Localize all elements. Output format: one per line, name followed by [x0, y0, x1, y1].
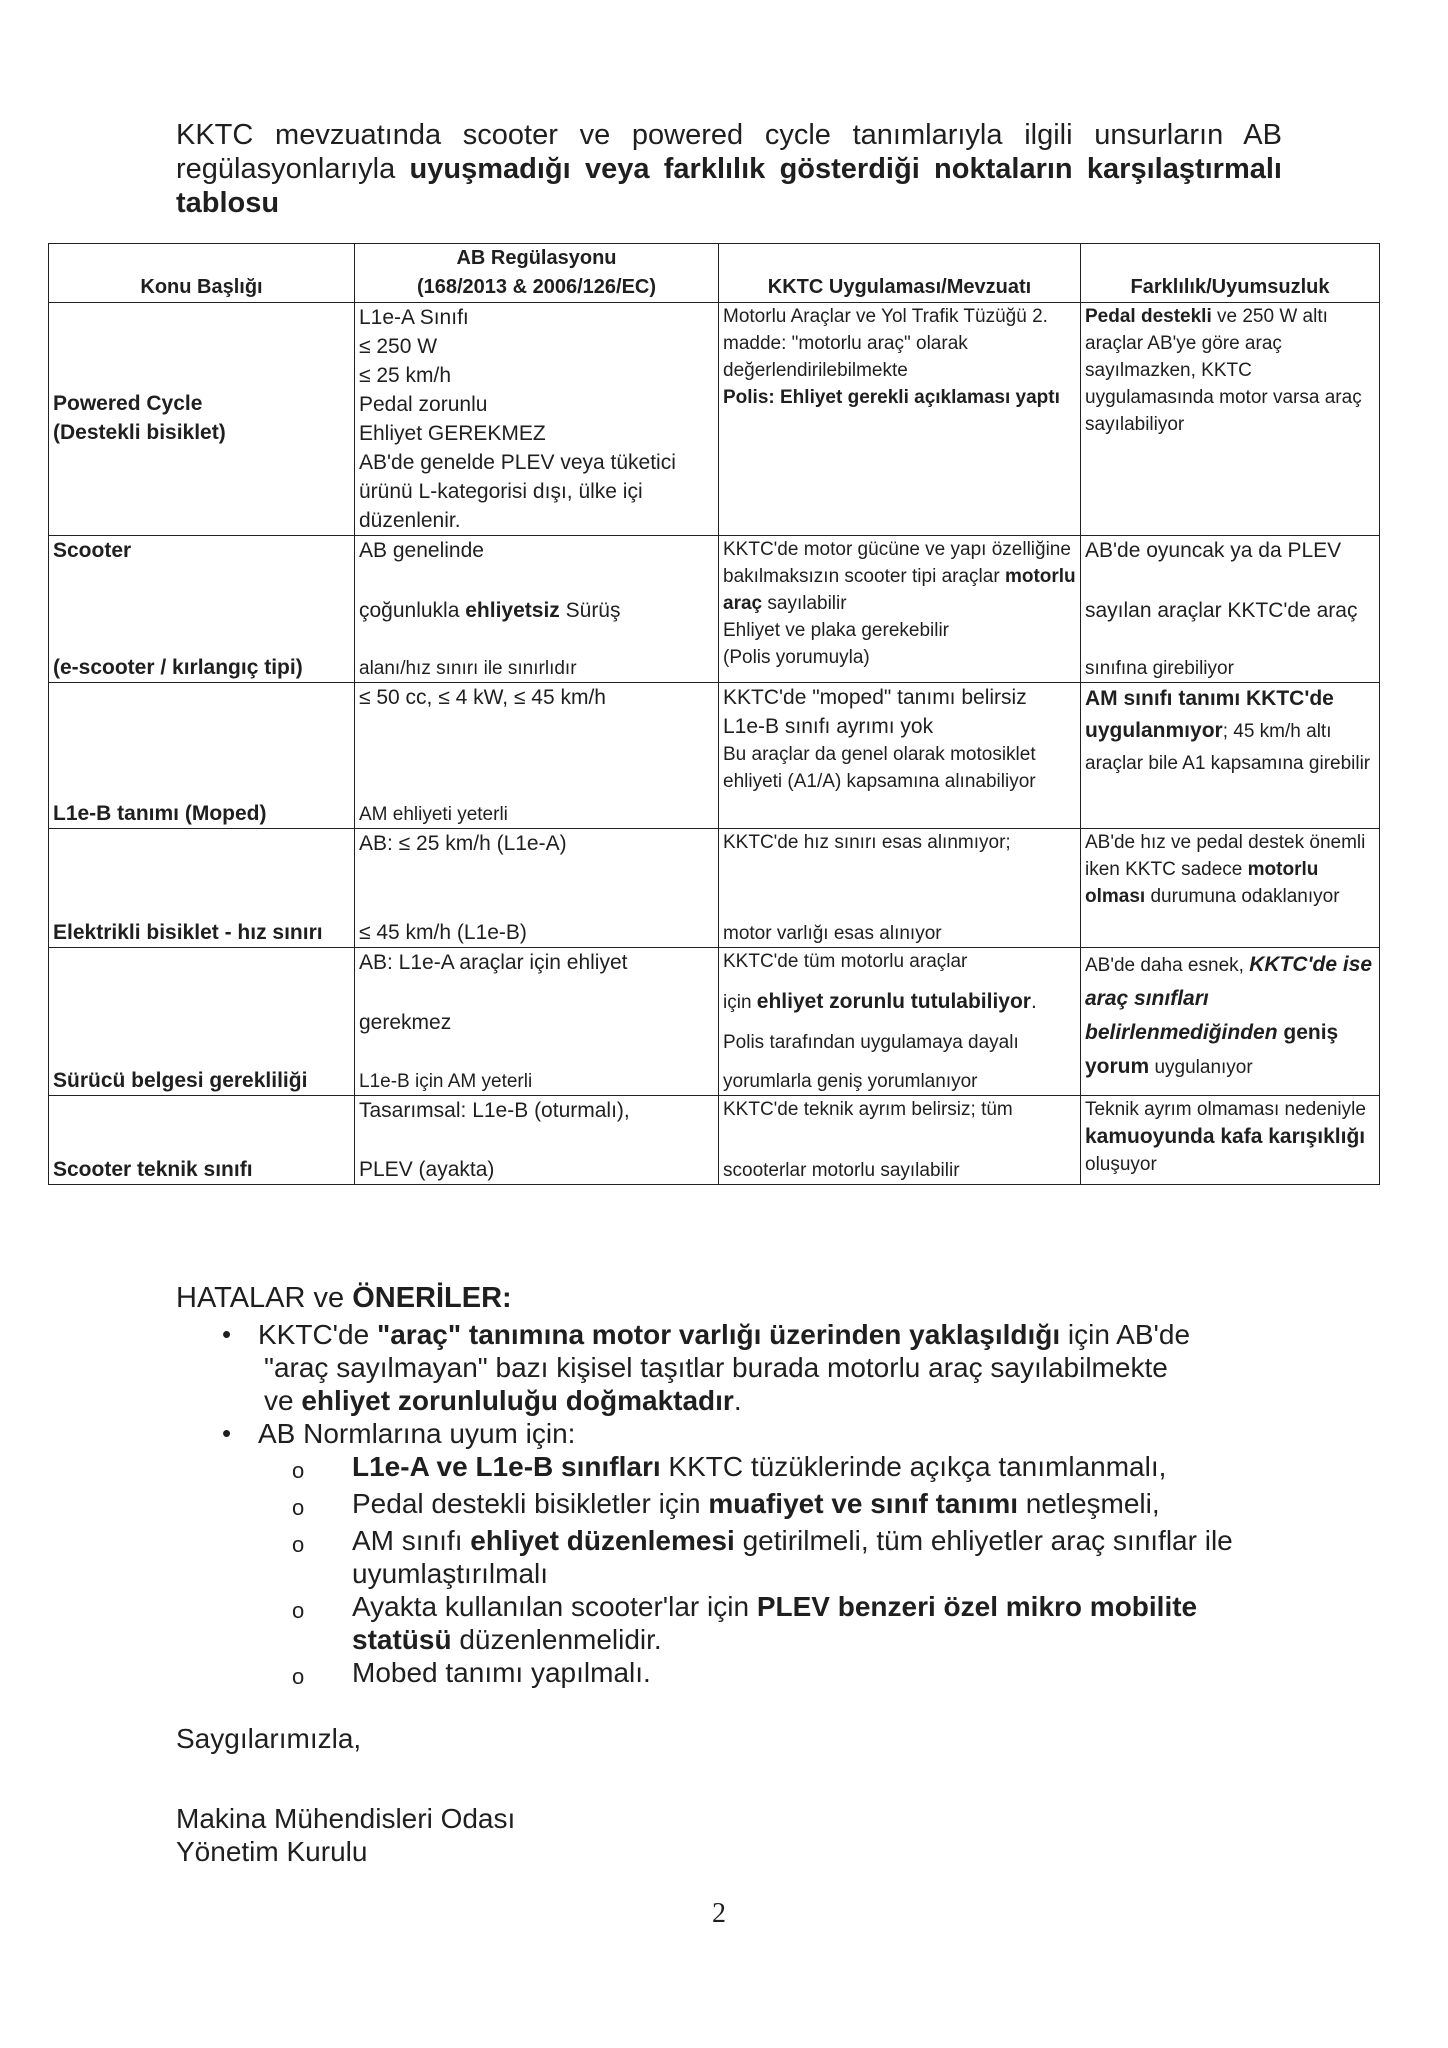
signature-line1: Makina Mühendisleri Odası [176, 1803, 516, 1834]
heading-part2: ve [313, 1282, 353, 1314]
heading-part1: HATALAR [176, 1282, 314, 1314]
row1-ab [355, 303, 719, 536]
row6-kktc-top: KKTC'de teknik ayrım belirsiz; tüm [723, 1099, 1013, 1120]
bullet1-line3-post: . [733, 1385, 742, 1416]
row1-ab-line: AB'de genelde PLEV veya tüketici ürünü L-kategorisi dışı, ülke içi düzenlenir. [359, 451, 676, 532]
row5-ab-bottom: L1e-B için AM yeterli [359, 1071, 533, 1092]
table-row [49, 829, 1380, 948]
row2-topic [49, 536, 355, 683]
row3-ab-top: ≤ 50 cc, ≤ 4 kW, ≤ 45 km/h [359, 686, 606, 709]
row3-diff-bold: AM sınıfı tanımı KKTC'de uygulanmıyor [1085, 687, 1334, 742]
row6-kktc [719, 1096, 1081, 1185]
row4-diff-bold: motorlu olması [1085, 859, 1319, 907]
row2-kktc-pre: KKTC'de motor gücüne ve yapı özelliğine bakılmaksızın scooter tipi araçlar [723, 539, 1071, 587]
row1-ab-line: L1e-A Sınıfı [359, 306, 469, 329]
list-item [176, 1318, 1286, 1417]
row5-kktc-mid [723, 987, 1076, 1016]
bullet2-text: AB Normlarına uyum için: [258, 1418, 576, 1449]
row2-topic-top: Scooter [53, 539, 132, 562]
row4-diff-pre: AB'de hız ve pedal destek önemli iken KKTC sadece [1085, 832, 1366, 880]
list-item [176, 1417, 1286, 1450]
sub1-text [352, 1450, 1286, 1487]
row2-ab [355, 536, 719, 683]
row2-kktc-bold: motorlu araç [723, 566, 1076, 614]
heading-part3: ÖNERİLER: [352, 1282, 512, 1314]
row5-diff [1081, 948, 1380, 1096]
table-row [49, 1096, 1380, 1185]
row5-ab-mid: gerekmez [359, 1011, 452, 1034]
sub-bullet-icon: o [292, 1598, 305, 1623]
row3-diff [1081, 683, 1380, 829]
row1-kktc [719, 303, 1081, 536]
row4-diff [1081, 829, 1380, 948]
sub3-bold: ehliyet düzenlemesi [470, 1525, 735, 1556]
signature-line2: Yönetim Kurulu [176, 1836, 368, 1867]
row1-ab-line: Ehliyet GEREKMEZ [359, 422, 546, 445]
row5-kktc-mid-bold: ehliyet zorunlu tutulabiliyor [756, 990, 1031, 1014]
row1-diff-bold: Pedal destekli [1085, 306, 1212, 327]
sub-bullet-icon: o [292, 1458, 305, 1483]
row2-ab-mid-bold: ehliyetsiz [465, 598, 560, 622]
row2-ab-mid-post: Sürüş [559, 598, 621, 622]
row3-kktc [719, 683, 1081, 829]
intro-bold-text: uyuşmadığı veya farklılık gösterdiği noktaların karşılaştırmalı tablosu [176, 153, 1282, 219]
row5-kktc-bottom: yorumlarla geniş yorumlanıyor [723, 1070, 978, 1092]
sub4-bold: PLEV benzeri özel mikro mobilite statüsü [352, 1591, 1198, 1655]
sub3-post: getirilmeli, tüm ehliyetler araç sınıflar ile uyumlaştırılmalı [352, 1525, 1233, 1589]
row1-ab-line: Pedal zorunlu [359, 393, 488, 416]
intro-text: KKTC mevzuatında scooter ve powered cycle tanımlarıyla ilgili unsurların AB regülasyonlarıyla [176, 119, 1282, 185]
sub-list-item [176, 1524, 1286, 1590]
row1-topic-line1: Powered Cycle [53, 392, 203, 415]
row6-diff [1081, 1096, 1380, 1185]
closing-text: Saygılarımızla, [176, 1723, 362, 1754]
row5-diff-post: uygulanıyor [1149, 1057, 1253, 1078]
row2-ab-mid-pre: çoğunlukla [359, 598, 466, 622]
comparison-table [48, 243, 1380, 1185]
sub1-post: KKTC tüzüklerinde açıkça tanımlanmalı, [660, 1451, 1167, 1482]
sub-bullet-icon: o [292, 1532, 305, 1557]
row6-ab-bottom: PLEV (ayakta) [359, 1158, 495, 1181]
header-ab-line2: (168/2013 & 2006/126/EC) [416, 276, 657, 298]
bullet-icon: • [222, 1319, 232, 1349]
table-header-row [49, 244, 1380, 303]
sub3-text [352, 1524, 1286, 1590]
row1-kktc-text: Motorlu Araçlar ve Yol Trafik Tüzüğü 2. madde: "motorlu araç" olarak değerlendirilebilmekte [723, 306, 1048, 381]
row2-kktc-line3: (Polis yorumuyla) [723, 647, 870, 668]
header-kktc: KKTC Uygulaması/Mevzuatı [719, 244, 1081, 303]
row5-diff-pre: AB'de daha esnek, [1085, 955, 1250, 976]
row5-diff-bold: geniş yorum [1085, 1021, 1339, 1078]
row2-diff-mid: sayılan araçlar KKTC'de araç [1085, 598, 1358, 622]
table-row [49, 303, 1380, 536]
row6-diff-post: oluşuyor [1085, 1154, 1157, 1175]
row2-kktc-line2: Ehliyet ve plaka gerekebilir [723, 620, 950, 641]
row6-diff-pre: Teknik ayrım olmaması nedeniyle [1085, 1099, 1366, 1120]
row2-ab-mid [359, 596, 714, 625]
row4-kktc-bottom: motor varlığı esas alınıyor [723, 923, 942, 944]
row5-ab [355, 948, 719, 1096]
bullet1-post: için AB'de [1060, 1319, 1191, 1350]
row3-ab-bottom: AM ehliyeti yeterli [359, 804, 508, 825]
row2-topic-bottom: (e-scooter / kırlangıç tipi) [53, 656, 303, 679]
row5-kktc [719, 948, 1081, 1096]
row5-kktc-top: KKTC'de tüm motorlu araçlar [723, 951, 968, 972]
sub2-post: netleşmeli, [1018, 1488, 1160, 1519]
row3-diff-text: ; 45 km/h altı araçlar bile A1 kapsamına girebilir [1085, 721, 1371, 774]
bullet1-pre: KKTC'de [258, 1319, 377, 1350]
row4-kktc-top: KKTC'de hız sınırı esas alınmıyor; [723, 832, 1011, 853]
header-topic: Konu Başlığı [49, 244, 355, 303]
header-diff: Farklılık/Uyumsuzluk [1081, 244, 1380, 303]
row1-ab-line: ≤ 25 km/h [359, 364, 452, 387]
table-row [49, 683, 1380, 829]
bullet-icon: • [222, 1418, 232, 1448]
sub4-pre: Ayakta kullanılan scooter'lar için [352, 1591, 757, 1622]
sub-list-item [176, 1450, 1286, 1487]
row4-ab [355, 829, 719, 948]
row3-ab [355, 683, 719, 829]
row6-ab-top: Tasarımsal: L1e-B (oturmalı), [359, 1099, 630, 1122]
row5-kktc-line3: Polis tarafından uygulamaya dayalı [723, 1031, 1019, 1053]
row5-topic: Sürücü belgesi gerekliliği [49, 948, 355, 1096]
page-number: 2 [712, 1898, 726, 1929]
table-row [49, 536, 1380, 683]
sub5-text: Mobed tanımı yapılmalı. [352, 1657, 651, 1688]
bullet1-line3 [258, 1384, 1286, 1417]
row4-topic: Elektrikli bisiklet - hız sınırı [49, 829, 355, 948]
sub4-text [352, 1590, 1286, 1656]
row2-diff [1081, 536, 1380, 683]
signature-block [176, 1802, 515, 1868]
row4-diff-post: durumuna odaklanıyor [1145, 886, 1340, 907]
row6-kktc-bottom: scooterlar motorlu sayılabilir [723, 1160, 960, 1181]
recommendations-heading [176, 1282, 512, 1315]
bullet1-text [258, 1318, 1286, 1417]
row2-diff-top: AB'de oyuncak ya da PLEV [1085, 539, 1342, 562]
bullet1-line3-bold: ehliyet zorunluluğu doğmaktadır [301, 1385, 734, 1416]
header-ab-line1: AB Regülasyonu [456, 247, 617, 269]
row1-ab-line: ≤ 250 W [359, 335, 438, 358]
sub-list-item [176, 1656, 1286, 1693]
row1-kktc-bold: Polis: Ehliyet gerekli açıklaması yaptı [723, 387, 1060, 408]
row3-topic: L1e-B tanımı (Moped) [49, 683, 355, 829]
bullet1-bold: "araç" tanımına motor varlığı üzerinden yaklaşıldığı [376, 1319, 1061, 1350]
row6-diff-bold: kamuoyunda kafa karışıklığı [1085, 1125, 1366, 1148]
sub2-pre: Pedal destekli bisikletler için [352, 1488, 709, 1519]
row5-kktc-mid-pre: için [723, 992, 757, 1014]
sub2-text [352, 1487, 1286, 1524]
sub-bullet-icon: o [292, 1495, 305, 1520]
table-row [49, 948, 1380, 1096]
sub2-bold: muafiyet ve sınıf tanımı [708, 1488, 1019, 1519]
row3-kktc-line: KKTC'de "moped" tanımı belirsiz [723, 686, 1027, 709]
row6-ab [355, 1096, 719, 1185]
row3-kktc-line: L1e-B sınıfı ayrımı yok [723, 715, 934, 738]
header-ab [355, 244, 719, 303]
sub-list-item [176, 1487, 1286, 1524]
row5-diff-bolditalic: KKTC'de ise araç sınıfları belirlenmediğinden [1085, 953, 1373, 1044]
row4-ab-top: AB: ≤ 25 km/h (L1e-A) [359, 832, 567, 855]
row5-ab-top: AB: L1e-A araçlar için ehliyet [359, 951, 628, 974]
row2-kktc [719, 536, 1081, 683]
recommendations-list [176, 1318, 1286, 1693]
sub4-post: düzenlenmelidir. [451, 1624, 662, 1655]
row6-topic: Scooter teknik sınıfı [49, 1096, 355, 1185]
sub-bullet-icon: o [292, 1664, 305, 1689]
sub1-bold: L1e-A ve L1e-B sınıfları [352, 1451, 661, 1482]
row2-kktc-post: sayılabilir [762, 593, 847, 614]
row3-kktc-line: Bu araçlar da genel olarak motosiklet ehliyeti (A1/A) kapsamına alınabiliyor [723, 744, 1036, 792]
row1-topic-line2: (Destekli bisiklet) [53, 421, 226, 444]
row5-kktc-mid-post: . [1030, 990, 1037, 1014]
row1-diff-text: ve 250 W altı araçlar AB'ye göre araç sayılmazken, KKTC uygulamasında motor varsa araç sayılabiliyor [1085, 306, 1362, 435]
sub3-pre: AM sınıfı [352, 1525, 471, 1556]
bullet1-line2: "araç sayılmayan" bazı kişisel taşıtlar burada motorlu araç sayılabilmekte [264, 1352, 1168, 1383]
intro-paragraph [176, 118, 1282, 220]
row2-ab-top: AB genelinde [359, 539, 484, 562]
row2-ab-bottom: alanı/hız sınırı ile sınırlıdır [359, 658, 577, 679]
row1-topic [49, 303, 355, 536]
bullet1-line3-pre: ve [264, 1385, 302, 1416]
row2-diff-bottom: sınıfına girebiliyor [1085, 658, 1234, 679]
row4-kktc [719, 829, 1081, 948]
sub-list-item [176, 1590, 1286, 1656]
row4-ab-bottom: ≤ 45 km/h (L1e-B) [359, 921, 527, 944]
row1-diff [1081, 303, 1380, 536]
